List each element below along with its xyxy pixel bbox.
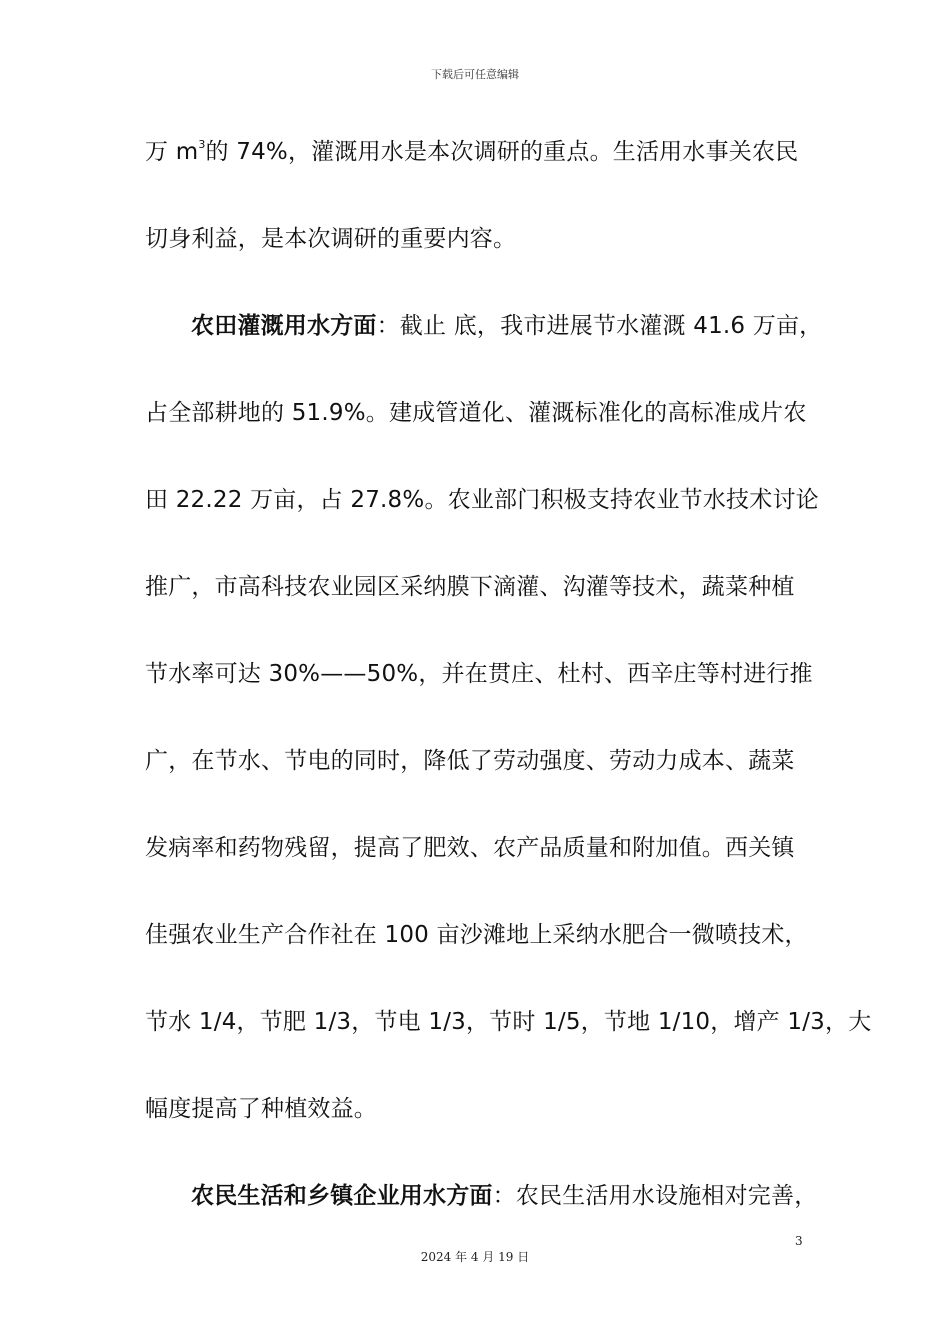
footer-date: 2024 年 4 月 19 日 bbox=[420, 1250, 530, 1264]
text-span: 的 74%，灌溉用水是本次调研的重点。生活用水事关农民 bbox=[205, 139, 799, 165]
document-body bbox=[145, 130, 872, 1261]
text-line: 推广，市高科技农业园区采纳膜下滴灌、沟灌等技术，蔬菜种植 bbox=[145, 574, 795, 600]
text-line: 切身利益，是本次调研的重要内容。 bbox=[145, 226, 517, 252]
paragraph-heading: 农民生活和乡镇企业用水方面 bbox=[191, 1183, 493, 1209]
paragraph-heading: 农田灌溉用水方面 bbox=[191, 313, 377, 339]
page-number: 3 bbox=[795, 1234, 803, 1248]
text-line: 占全部耕地的 51.9%。建成管道化、灌溉标准化的高标准成片农 bbox=[145, 400, 807, 426]
text-line: 节水 1/4，节肥 1/3，节电 1/3，节时 1/5，节地 1/10，增产 1/3，大 bbox=[145, 1009, 872, 1035]
text-line: 发病率和药物残留，提高了肥效、农产品质量和附加值。西关镇 bbox=[145, 835, 795, 861]
text-line: 幅度提高了种植效益。 bbox=[145, 1096, 377, 1122]
text-span: ：截止 底，我市进展节水灌溉 41.6 万亩， bbox=[376, 313, 823, 339]
text-line: 佳强农业生产合作社在 100 亩沙滩地上采纳水肥合一微喷技术， bbox=[145, 922, 808, 948]
text-span: ：农民生活用水设施相对完善， bbox=[492, 1183, 818, 1209]
text-line: 田 22.22 万亩，占 27.8%。农业部门积极支持农业节水技术讨论 bbox=[145, 487, 819, 513]
paragraph-start bbox=[145, 304, 825, 391]
text-line: 节水率可达 30%——50%，并在贯庄、杜村、西辛庄等村进行推 bbox=[145, 661, 813, 687]
page-header-note: 下载后可任意编辑 bbox=[431, 68, 519, 81]
superscript: 3 bbox=[198, 138, 206, 151]
text-line: 广，在节水、节电的同时，降低了劳动强度、劳动力成本、蔬菜 bbox=[145, 748, 795, 774]
text-span: 万 m bbox=[145, 139, 199, 165]
text-line bbox=[145, 130, 825, 217]
